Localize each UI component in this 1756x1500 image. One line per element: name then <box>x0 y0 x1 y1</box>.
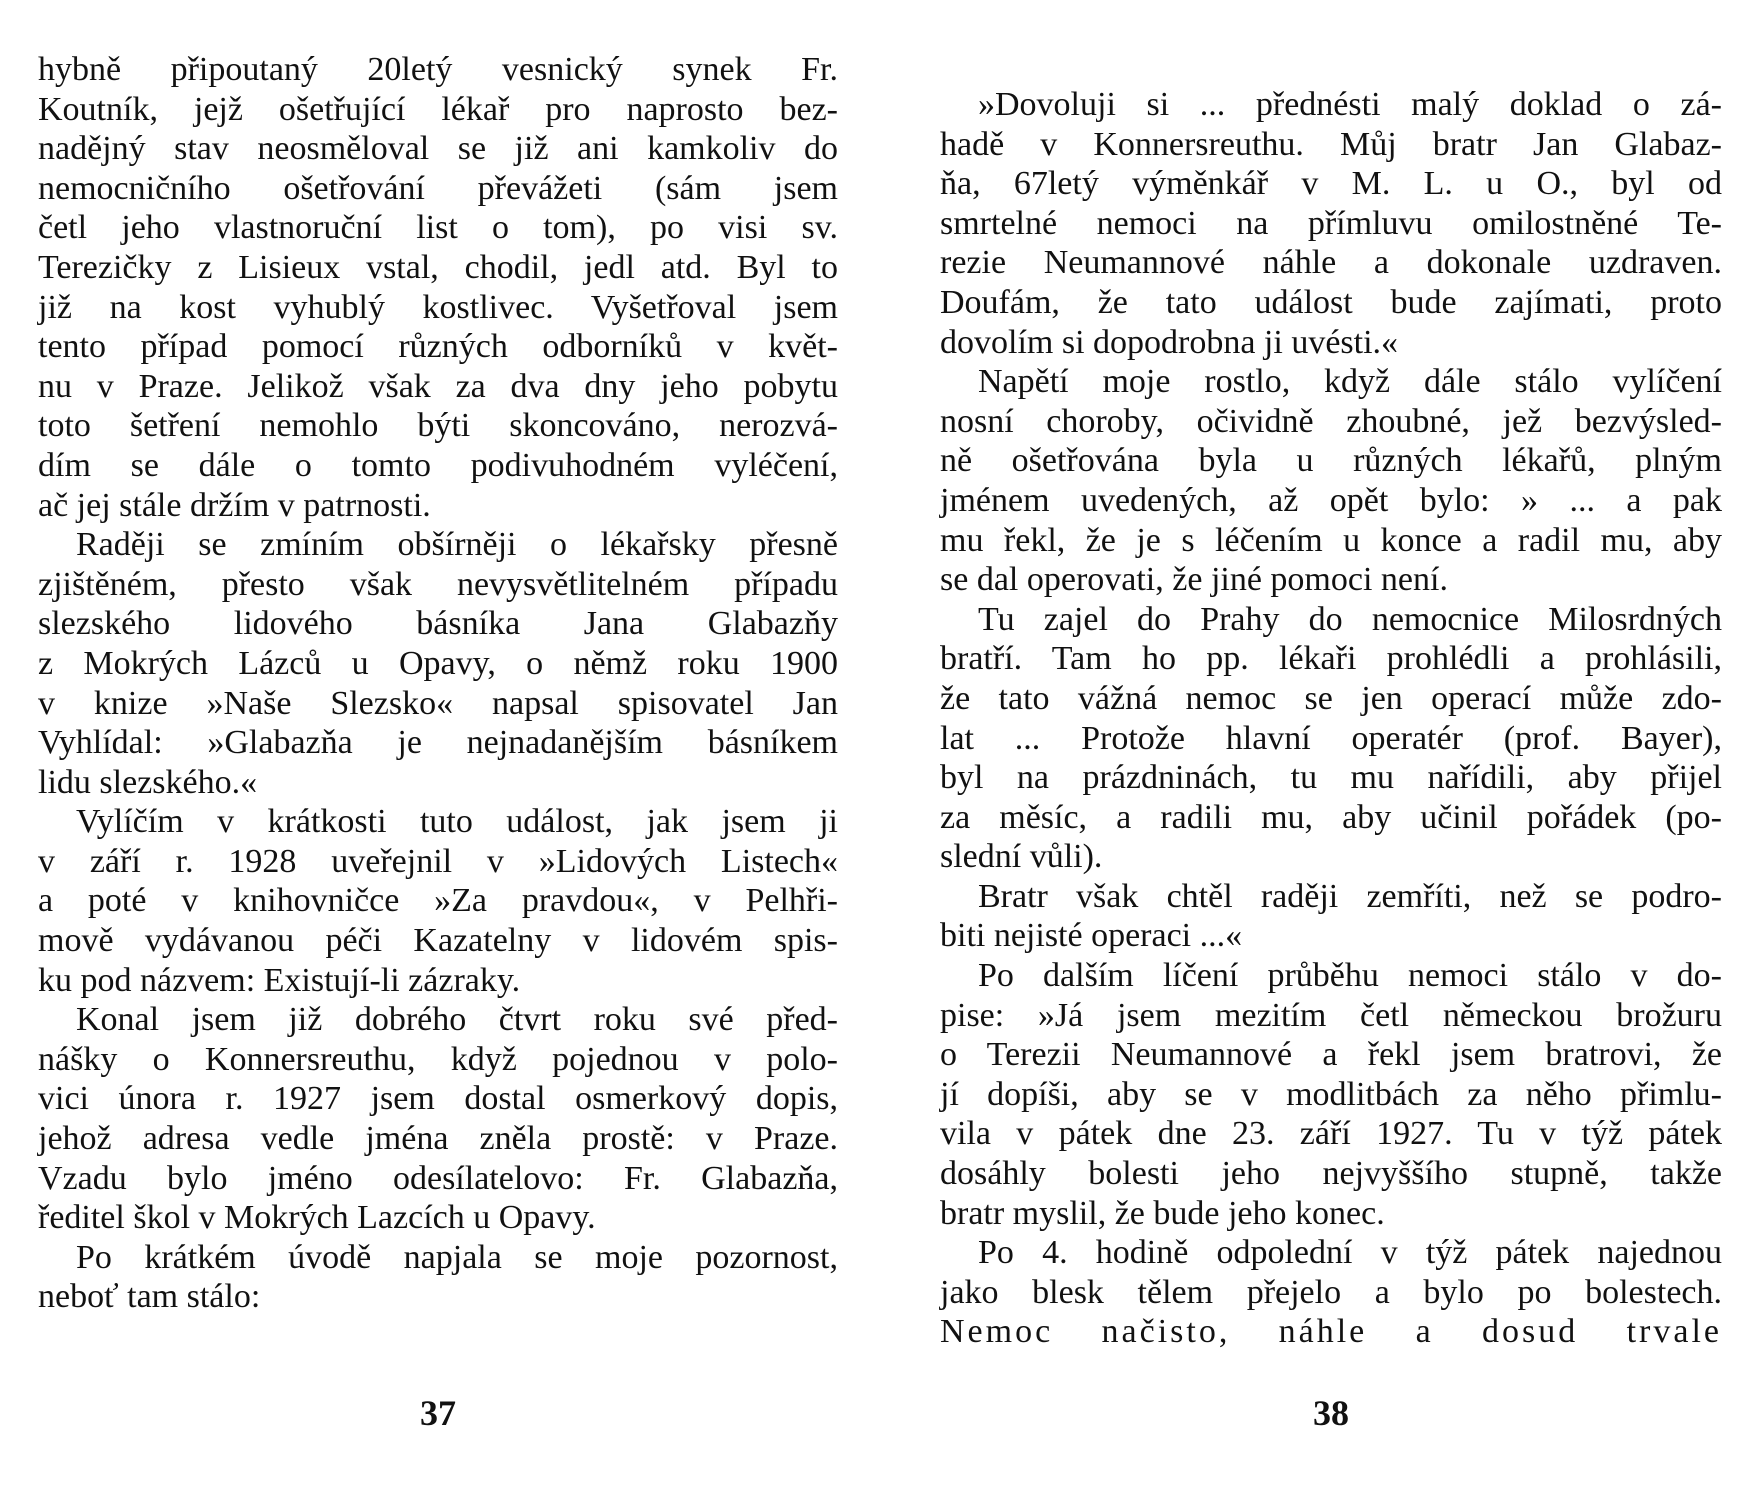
text-line: rezie Neumannové náhle a dokonale uzdraven. <box>940 244 1722 282</box>
text-line: dím se dále o tomto podivuhodném vyléčení, <box>38 446 838 484</box>
text-line: slezského lidového básníka Jana Glabazňy <box>38 605 838 643</box>
text-line: Bratr však chtěl raději zemříti, než se podro- <box>978 877 1722 915</box>
left-page-number: 37 <box>420 1393 456 1433</box>
text-line: nu v Praze. Jelikož však za dva dny jeho pobytu <box>38 367 838 405</box>
text-line: mově vydávanou péči Kazatelny v lidovém spis- <box>38 922 838 960</box>
text-line: jí dopíši, aby se v modlitbách za něho přimlu- <box>940 1075 1722 1113</box>
text-line: ně ošetřována byla u různých lékařů, plným <box>940 442 1722 480</box>
left-page-text <box>38 50 838 1317</box>
text-line: jehož adresa vedle jména zněla prostě: v Praze. <box>38 1120 838 1158</box>
text-line: hadě v Konnersreuthu. Můj bratr Jan Glabaz- <box>940 125 1722 163</box>
text-line: jako blesk tělem přejelo a bylo po bolestech. <box>940 1273 1722 1311</box>
text-line: za měsíc, a radili mu, aby učinil pořádek (po- <box>940 798 1722 836</box>
text-line: biti nejisté operaci ...« <box>940 917 1243 955</box>
text-line: v září r. 1928 uveřejnil v »Lidových Listech« <box>38 842 838 880</box>
text-line: Terezičky z Lisieux vstal, chodil, jedl atd. Byl to <box>38 248 838 286</box>
text-line: smrtelné nemoci na přímluvu omilostněné Te- <box>940 204 1722 242</box>
text-line: nosní choroby, očividně zhoubné, jež bezvýsled- <box>940 402 1722 440</box>
text-line: a poté v knihovničce »Za pravdou«, v Pelhři- <box>38 882 838 920</box>
text-line: zjištěném, přesto však nevysvětlitelném případu <box>38 565 838 603</box>
text-line: že tato vážná nemoc se jen operací může zdo- <box>940 679 1722 717</box>
text-line: Napětí moje rostlo, když dále stálo vylíčení <box>978 363 1722 401</box>
text-line: Po dalším líčení průběhu nemoci stálo v do- <box>978 957 1722 995</box>
text-line: ředitel škol v Mokrých Lazcích u Opavy. <box>38 1199 596 1237</box>
text-line: Vzadu bylo jméno odesílatelovo: Fr. Glabazňa, <box>38 1159 838 1197</box>
text-line: dosáhly bolesti jeho nejvyššího stupně, takže <box>940 1155 1722 1193</box>
text-line: ač jej stále držím v patrnosti. <box>38 486 431 524</box>
text-line: bratr myslil, že bude jeho konec. <box>940 1194 1385 1232</box>
text-line: o Terezii Neumannové a řekl jsem bratrovi, že <box>940 1036 1722 1074</box>
text-line: Koutník, jejž ošetřující lékař pro naprosto bez- <box>38 90 838 128</box>
text-line: z Mokrých Lázců u Opavy, o němž roku 1900 <box>38 644 838 682</box>
left-page <box>38 0 838 1500</box>
text-line: toto šetření nemohlo býti skoncováno, nerozvá- <box>38 407 838 445</box>
text-line: lat ... Protože hlavní operatér (prof. Bayer), <box>940 719 1722 757</box>
text-line: hybně připoutaný 20letý vesnický synek Fr. <box>38 51 838 88</box>
right-page-text <box>940 85 1722 1352</box>
text-line: Vyhlídal: »Glabazňa je nejnadanějším básníkem <box>38 724 838 762</box>
text-line: pise: »Já jsem mezitím četl německou brožuru <box>940 996 1722 1034</box>
text-line: tento případ pomocí různých odborníků v květ- <box>38 328 838 366</box>
text-line: »Dovoluji si ... přednésti malý doklad o zá- <box>978 86 1722 123</box>
right-page-number: 38 <box>1313 1393 1349 1433</box>
text-line: slední vůli). <box>940 838 1103 876</box>
text-line: Raději se zmíním obšírněji o lékařsky přesně <box>76 526 838 564</box>
text-line: Po krátkém úvodě napjala se moje pozornost, <box>76 1238 838 1276</box>
text-line: dovolím si dopodrobna ji uvésti.« <box>940 323 1399 361</box>
text-line: v knize »Naše Slezsko« napsal spisovatel Jan <box>38 684 838 722</box>
text-line: nášky o Konnersreuthu, když pojednou v polo- <box>38 1040 838 1078</box>
text-line: bratří. Tam ho pp. lékaři prohlédli a prohlásili, <box>940 640 1722 678</box>
text-line: nemocničního ošetřování převážeti (sám jsem <box>38 169 838 207</box>
text-line: ňa, 67letý výměnkář v M. L. u O., byl od <box>940 165 1722 203</box>
text-line: vila v pátek dne 23. září 1927. Tu v týž pátek <box>940 1115 1722 1153</box>
text-line: byl na prázdninách, tu mu nařídili, aby přijel <box>940 759 1722 797</box>
text-line: četl jeho vlastnoruční list o tom), po visi sv. <box>38 209 838 247</box>
right-page <box>940 0 1722 1500</box>
text-line: jménem uvedených, až opět bylo: » ... a pak <box>940 481 1722 519</box>
text-line: Po 4. hodině odpolední v týž pátek najednou <box>978 1234 1722 1272</box>
text-line: Tu zajel do Prahy do nemocnice Milosrdných <box>978 600 1722 638</box>
text-line: ku pod názvem: Existují-li zázraky. <box>38 961 521 999</box>
text-line: Doufám, že tato událost bude zajímati, proto <box>940 283 1722 321</box>
text-line: lidu slezského.« <box>38 763 258 801</box>
text-line: se dal operovati, že jiné pomoci není. <box>940 561 1448 599</box>
text-line: již na kost vyhublý kostlivec. Vyšetřoval jsem <box>38 288 838 326</box>
text-line: Nemoc načisto, náhle a dosud trvale <box>940 1313 1722 1351</box>
text-line: mu řekl, že je s léčením u konce a radil mu, aby <box>940 521 1722 559</box>
text-line: vici února r. 1927 jsem dostal osmerkový dopis, <box>38 1080 838 1118</box>
text-line: Konal jsem již dobrého čtvrt roku své před- <box>76 1001 838 1039</box>
text-line: nadějný stav neosměloval se již ani kamkoliv do <box>38 130 838 168</box>
text-line: neboť tam stálo: <box>38 1278 261 1316</box>
text-line: Vylíčím v krátkosti tuto událost, jak jsem ji <box>76 803 838 841</box>
